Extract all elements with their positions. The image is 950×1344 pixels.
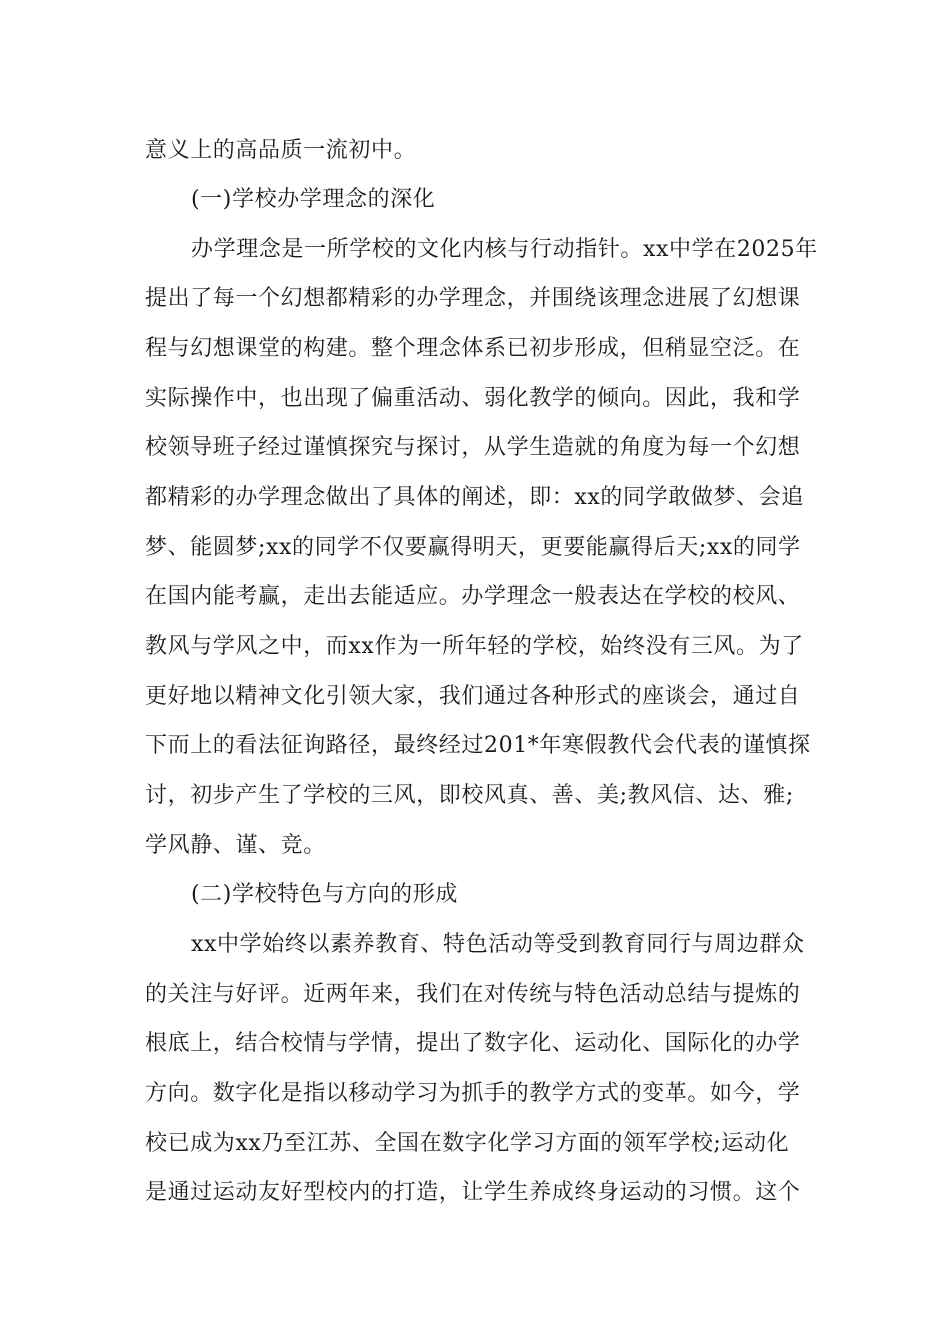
paragraph-line: 更好地以精神文化引领大家，我们通过各种形式的座谈会，通过自 bbox=[145, 684, 801, 709]
paragraph-line: 程与幻想课堂的构建。整个理念体系已初步形成，但稍显空泛。在 bbox=[145, 336, 801, 361]
paragraph-line: 方向。数字化是指以移动学习为抓手的教学方式的变革。如今，学 bbox=[145, 1081, 801, 1106]
paragraph-line: xx中学始终以素养教育、特色活动等受到教育同行与周边群众 bbox=[191, 932, 805, 957]
paragraph-line: 提出了每一个幻想都精彩的办学理念，并围绕该理念进展了幻想课 bbox=[145, 286, 801, 311]
paragraph-line: 的关注与好评。近两年来，我们在对传统与特色活动总结与提炼的 bbox=[145, 982, 801, 1007]
paragraph-line: 下而上的看法征询路径，最终经过201*年寒假教代会代表的谨慎探 bbox=[145, 733, 811, 758]
section-heading: (一)学校办学理念的深化 bbox=[191, 187, 436, 212]
paragraph-line: 意义上的高品质一流初中。 bbox=[145, 138, 417, 163]
paragraph-line: 在国内能考赢，走出去能适应。办学理念一般表达在学校的校风、 bbox=[145, 584, 801, 609]
section-heading: (二)学校特色与方向的形成 bbox=[191, 882, 458, 907]
paragraph-line: 都精彩的办学理念做出了具体的阐述，即：xx的同学敢做梦、会追 bbox=[145, 485, 804, 510]
paragraph-line: 办学理念是一所学校的文化内核与行动指针。xx中学在2025年 bbox=[191, 237, 818, 262]
paragraph-line: 是通过运动友好型校内的打造，让学生养成终身运动的习惯。这个 bbox=[145, 1180, 801, 1205]
paragraph-line: 校已成为xx乃至江苏、全国在数字化学习方面的领军学校;运动化 bbox=[145, 1131, 790, 1156]
paragraph-line: 根底上，结合校情与学情，提出了数字化、运动化、国际化的办学 bbox=[145, 1031, 801, 1056]
paragraph-line: 实际操作中，也出现了偏重活动、弱化教学的倾向。因此，我和学 bbox=[145, 386, 801, 411]
paragraph-line: 教风与学风之中，而xx作为一所年轻的学校，始终没有三风。为了 bbox=[145, 634, 804, 659]
paragraph-line: 梦、能圆梦;xx的同学不仅要赢得明天，更要能赢得后天;xx的同学 bbox=[145, 535, 801, 560]
paragraph-line: 学风静、谨、竞。 bbox=[145, 833, 326, 858]
paragraph-line: 讨，初步产生了学校的三风，即校风真、善、美;教风信、达、雅; bbox=[145, 783, 794, 808]
paragraph-line: 校领导班子经过谨慎探究与探讨，从学生造就的角度为每一个幻想 bbox=[145, 435, 801, 460]
